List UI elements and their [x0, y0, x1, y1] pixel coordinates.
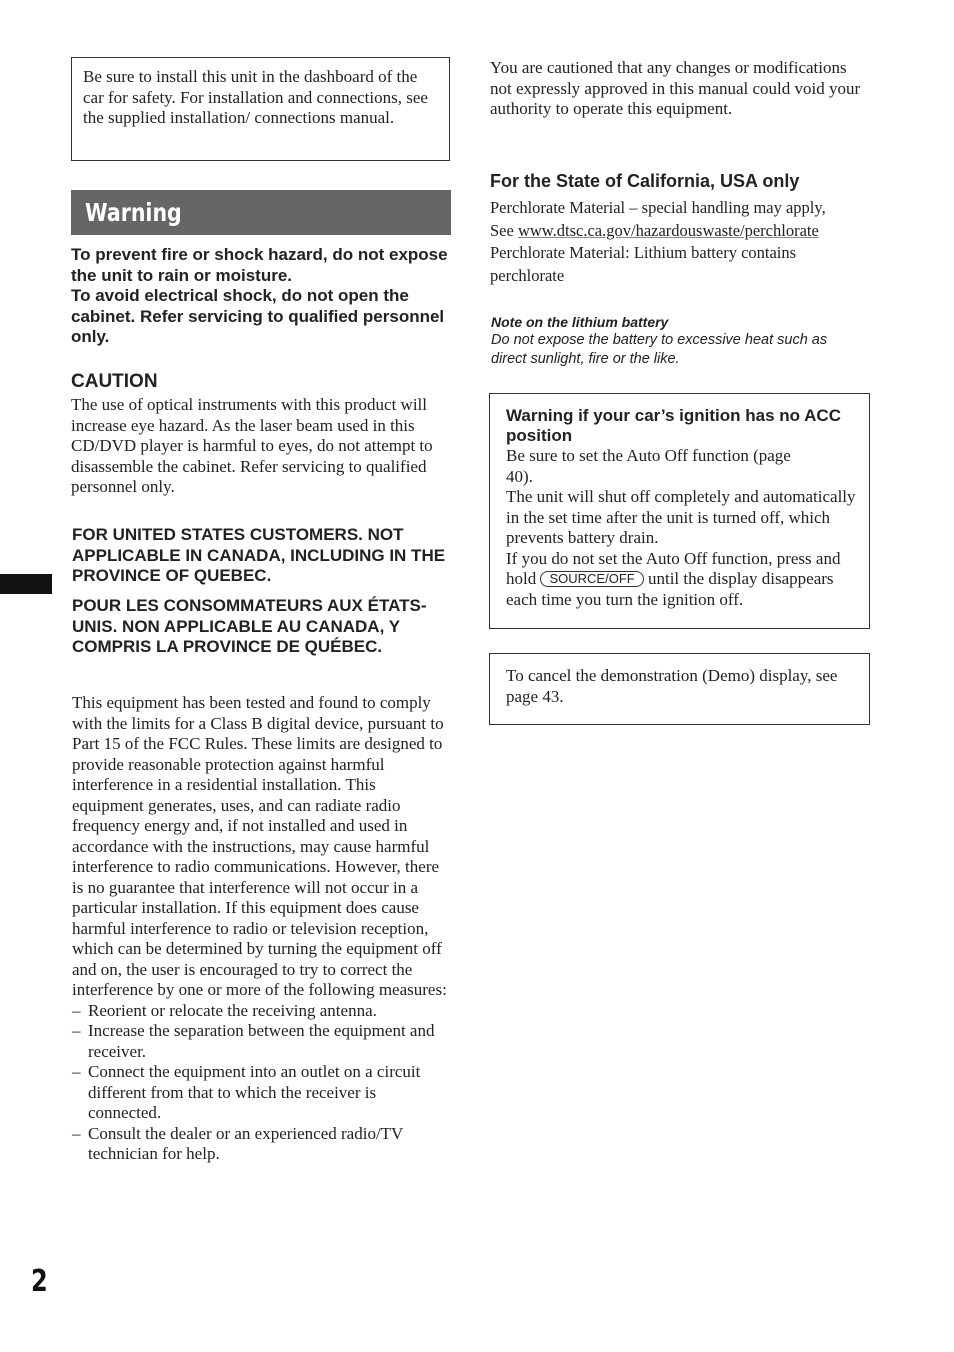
- list-dash: –: [72, 1123, 81, 1143]
- demo-notice-box: [489, 653, 870, 725]
- acc-warning-title: Warning if your car’s ignition has no ACC position: [506, 406, 841, 445]
- page-number: 2: [31, 1264, 48, 1299]
- warning-line-rain: To prevent fire or shock hazard, do not expose the unit to rain or moisture.: [71, 245, 448, 285]
- changes-caution-text: You are cautioned that any changes or modifications not expressly approved in this manual could void your authority to operate this equipment.: [490, 58, 861, 118]
- list-dash: –: [72, 1021, 81, 1040]
- section-tab-marker: [0, 574, 52, 594]
- acc-line-source: [506, 549, 861, 611]
- caution-text: The use of optical instruments with this product will increase eye hazard. As the laser beam used in this CD/DVD player is harmful to eyes, do not attempt to disassemble the cabinet. Refer servicing to qualified personnel only.: [71, 395, 433, 496]
- fr-customers-notice: POUR LES CONSOMMATEURS AUX ÉTATS-UNIS. NON APPLICABLE AU CANADA, Y COMPRIS LA PROVINCE DE QUÉBEC.: [72, 596, 427, 656]
- acc-line-source-pre: If you do not set the Auto Off function, press and hold: [506, 548, 841, 588]
- list-item: [72, 1124, 450, 1165]
- list-item-text: Consult the dealer or an experienced radio/TV technician for help.: [88, 1123, 404, 1163]
- warning-line-shock: To avoid electrical shock, do not open the cabinet. Refer servicing to qualified personnel only.: [71, 286, 445, 346]
- see-label: See: [490, 220, 514, 240]
- fcc-measures-list: [72, 1001, 450, 1165]
- california-title: For the State of California, USA only: [490, 171, 800, 191]
- list-item-text: Connect the equipment into an outlet on a circuit different from that to which the receiver is connected.: [88, 1062, 421, 1122]
- acc-warning-box: [489, 393, 870, 629]
- lithium-note-text: Do not expose the battery to excessive heat such as direct sunlight, fire or the like.: [491, 332, 828, 367]
- install-notice-text: Be sure to install this unit in the dashboard of the car for safety. For installation and connections, see the supplied installation/ connections manual.: [83, 67, 428, 127]
- list-item: [72, 1021, 450, 1062]
- warning-heading-bar: [71, 190, 451, 235]
- perchlorate-notice: [490, 197, 870, 287]
- list-dash: –: [72, 1000, 81, 1020]
- warning-heading: Warning: [85, 198, 182, 227]
- us-customers-notice: FOR UNITED STATES CUSTOMERS. NOT APPLICABLE IN CANADA, INCLUDING IN THE PROVINCE OF QUEBEC.: [72, 525, 446, 585]
- acc-line-shutoff: The unit will shut off completely and automatically in the set time after the unit is turned off, which prevents battery drain.: [506, 487, 856, 547]
- list-item: [72, 1001, 450, 1022]
- demo-notice-text: To cancel the demonstration (Demo) display, see page 43.: [506, 666, 838, 706]
- list-dash: –: [72, 1062, 81, 1081]
- perchlorate-link-line: [490, 220, 870, 243]
- warning-text: [71, 245, 453, 348]
- install-notice-box: [71, 57, 450, 161]
- source-off-key: SOURCE/OFF: [540, 571, 643, 587]
- acc-warning-body: [506, 446, 861, 610]
- list-item-text: Increase the separation between the equipment and receiver.: [88, 1021, 435, 1061]
- acc-line-auto-off: Be sure to set the Auto Off function (page 40).: [506, 446, 791, 486]
- list-item-text: Reorient or relocate the receiving antenna.: [88, 1000, 377, 1020]
- lithium-note-title: Note on the lithium battery: [491, 314, 669, 330]
- list-item: [72, 1062, 450, 1124]
- lithium-note: [491, 313, 866, 368]
- caution-title: CAUTION: [71, 371, 158, 392]
- perchlorate-line-1: Perchlorate Material – special handling may apply,: [490, 198, 826, 217]
- perchlorate-link[interactable]: www.dtsc.ca.gov/hazardouswaste/perchlorate: [517, 220, 819, 240]
- fcc-text: This equipment has been tested and found to comply with the limits for a Class B digital device, pursuant to Part 15 of the FCC Rules. These limits are designed to provide reasonable protection against harmful interference in a residential installation. This equipment generates, uses, and can radiate radio frequency energy and, if not installed and used in accordance with the instructions, may cause harmful interference to radio communications. However, there is no guarantee that interference will not occur in a particular installation. If this equipment does cause harmful interference to radio or television reception, which can be determined by turning the equipment off and on, the user is encouraged to try to correct the interference by one or more of the following measures:: [72, 693, 447, 999]
- perchlorate-line-2: Perchlorate Material: Lithium battery contains perchlorate: [490, 243, 797, 285]
- fcc-statement: [72, 693, 450, 1165]
- acc-line-source-post: until the display disappears each time you turn the ignition off.: [506, 569, 834, 609]
